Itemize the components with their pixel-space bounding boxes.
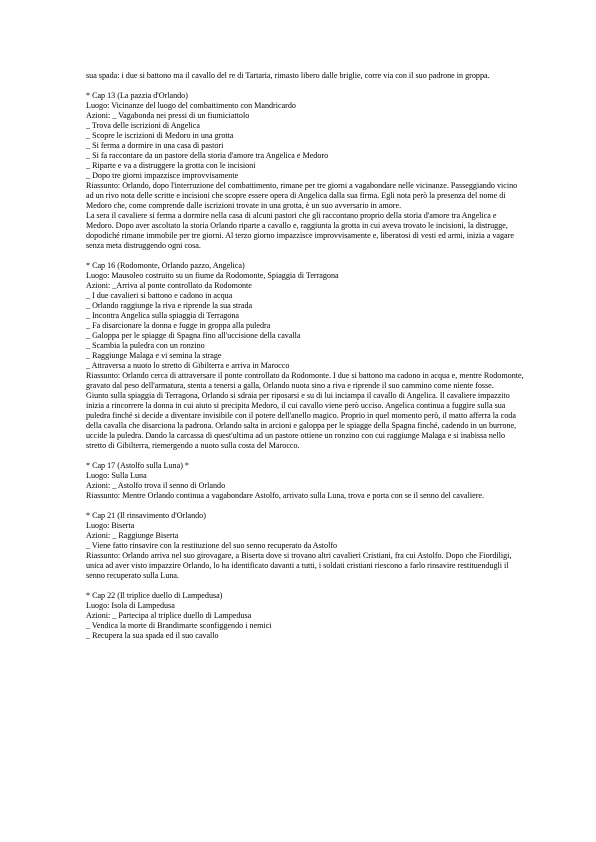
- section-spacer: [86, 81, 526, 91]
- chapter-azione: _ Orlando raggiunge la riva e riprende la sua strada: [86, 301, 253, 310]
- chapter-azione: _ Trova delle iscrizioni di Angelica: [86, 121, 200, 130]
- chapter-azione: _ Vendica la morte di Brandimarte sconfiggendo i nemici: [86, 621, 272, 630]
- chapter-luogo: Luogo: Sulla Luna: [86, 471, 147, 480]
- chapter-title: * Cap 17 (Astolfo sulla Luna) *: [86, 461, 189, 470]
- chapter-azione: _ Dopo tre giorni impazzisce improvvisamente: [86, 171, 239, 180]
- section-spacer: [86, 581, 526, 591]
- chapter-luogo: Luogo: Isola di Lampedusa: [86, 601, 175, 610]
- chapter-azione: Azioni: _Arriva al ponte controllato da Rodomonte: [86, 281, 252, 290]
- chapter-luogo: Luogo: Vicinanze del luogo del combattimento con Mandricardo: [86, 101, 296, 110]
- intro-paragraph: sua spada: i due si battono ma il cavallo del re di Tartaria, rimasto libero dalle briglie, corre via con il suo padrone in groppa.: [86, 71, 490, 80]
- chapter-section: [86, 261, 526, 451]
- chapter-azione: _ Attraversa a nuoto lo stretto di Gibilterra e arriva in Marocco: [86, 361, 290, 370]
- chapter-azione: _ Raggiunge Malaga e vi semina la strage: [86, 351, 222, 360]
- chapter-azione: _ Recupera la sua spada ed il suo cavallo: [86, 631, 219, 640]
- chapter-section: [86, 511, 526, 581]
- chapter-azione: _ Scopre le iscrizioni di Medoro in una grotta: [86, 131, 234, 140]
- chapter-title: * Cap 16 (Rodomonte, Orlando pazzo, Angelica): [86, 261, 245, 270]
- chapter-azione: _ Riparte e va a distruggere la grotta con le incisioni: [86, 161, 256, 170]
- chapter-title: * Cap 21 (Il rinsavimento d'Orlando): [86, 511, 206, 520]
- section-spacer: [86, 501, 526, 511]
- chapter-azione: _ Viene fatto rinsavire con la restituzione del suo senno recuperato da Astolfo: [86, 541, 338, 550]
- document-page: [86, 71, 526, 641]
- chapter-title: * Cap 13 (La pazzia d'Orlando): [86, 91, 188, 100]
- chapter-riassunto: Riassunto: Orlando arriva nel suo girovagare, a Biserta dove si trovano altri cavalieri Cristiani, fra cui Astolfo. Dopo che Fiordiligi, unica ad aver visto impazzire Orlando, lo ha identificato davanti a tutti, i soldati cristiani riescono a farlo rinsavire restituendugli il senno recuperato sulla Luna.: [86, 551, 512, 580]
- chapter-title: * Cap 22 (Il triplice duello di Lampedusa): [86, 591, 223, 600]
- chapter-luogo: Luogo: Biserta: [86, 521, 135, 530]
- section-spacer: [86, 451, 526, 461]
- chapter-riassunto: Riassunto: Orlando cerca di attraversare il ponte controllato da Rodomonte. I due si battono ma cadono in acqua e, mentre Rodomonte, gravato dal peso dell'armatura, stenta a tenersi a galla, Orlando nuota sino a riva e riprende il suo cammino come niente fosse.: [86, 371, 524, 390]
- chapter-sections: [86, 81, 526, 641]
- chapter-section: [86, 591, 526, 641]
- section-spacer: [86, 251, 526, 261]
- chapter-azione: _ I due cavalieri si battono e cadono in acqua: [86, 291, 233, 300]
- chapter-riassunto: Riassunto: Mentre Orlando continua a vagabondare Astolfo, arrivato sulla Luna, trova e porta con se il senno del cavaliere.: [86, 491, 485, 500]
- chapter-section: [86, 461, 526, 501]
- chapter-azione: _ Galoppa per le spiagge di Spagna fino all'uccisione della cavalla: [86, 331, 301, 340]
- chapter-azione: _ Si fa raccontare da un pastore della storia d'amore tra Angelica e Medoro: [86, 151, 329, 160]
- chapter-azione: _ Si ferma a dormire in una casa di pastori: [86, 141, 224, 150]
- chapter-azione: Azioni: _ Partecipa al triplice duello di Lampedusa: [86, 611, 252, 620]
- chapter-azione: Azioni: _ Astolfo trova il senno di Orlando: [86, 481, 226, 490]
- chapter-riassunto: Riassunto: Orlando, dopo l'interruzione del combattimento, rimane per tre giorni a vagabondare nelle vicinanze. Passeggiando vicino ad un rivo nota delle scritte e incisioni che scopre essere opera di Angelica dalla sua firma. Egli nota però la presenza del nome di Medoro che, come comprende dalle iscrizioni trovate in una grotta, è un suo avversario in amore.: [86, 181, 518, 210]
- chapter-azione: _ Incontra Angelica sulla spiaggia di Terragona: [86, 311, 240, 320]
- chapter-azione: _ Fa disarcionare la donna e fugge in groppa alla puledra: [86, 321, 271, 330]
- chapter-section: [86, 91, 526, 251]
- chapter-azione: Azioni: _ Vagabonda nei pressi di un fiumiciattolo: [86, 111, 250, 120]
- chapter-azione: _ Scambia la puledra con un ronzino: [86, 341, 205, 350]
- chapter-luogo: Luogo: Mausoleo costruito su un fiume da Rodomonte, Spiaggia di Terragona: [86, 271, 339, 280]
- chapter-riassunto: La sera il cavaliere si ferma a dormire nella casa di alcuni pastori che gli raccontano proprio della storia d'amore tra Angelica e Medoro. Dopo aver ascoltato la storia Orlando riparte a cavallo e, raggiunta la grotta in cui aveva trovato le incisioni, la distrugge, dopodiché rimane immobile per tre giorni. Al terzo giorno impazzisce improvvisamente e, liberatosi di vesti ed armi, inizia a vagare senza meta distruggendo ogni cosa.: [86, 211, 514, 250]
- chapter-azione: Azioni: _ Raggiunge Biserta: [86, 531, 179, 540]
- chapter-riassunto: Giunto sulla spiaggia di Terragona, Orlando si sdraia per riposarsi e su di lui inciampa il cavallo di Angelica. Il cavaliere impazzito inizia a rincorrere la donna in cui aiuto si precipita Medoro, il cui cavallo viene però ucciso. Angelica continua a fuggire sulla sua puledra finché si decide a diventare invisibile con il potere dell'anello magico. Proprio in quel momento però, il matto afferra la coda della cavalla che disarciona la padrona. Orlando salta in arcioni e galoppa per le spiagge della Spagna finché, cadendo in un burrone, uccide la puledra. Dando la carcassa di quest'ultima ad un pastore ottiene un ronzino con cui raggiunge Malaga e si inabissa nello stretto di Gibilterra, riemergendo a nuoto sulla costa del Marocco.: [86, 391, 517, 450]
